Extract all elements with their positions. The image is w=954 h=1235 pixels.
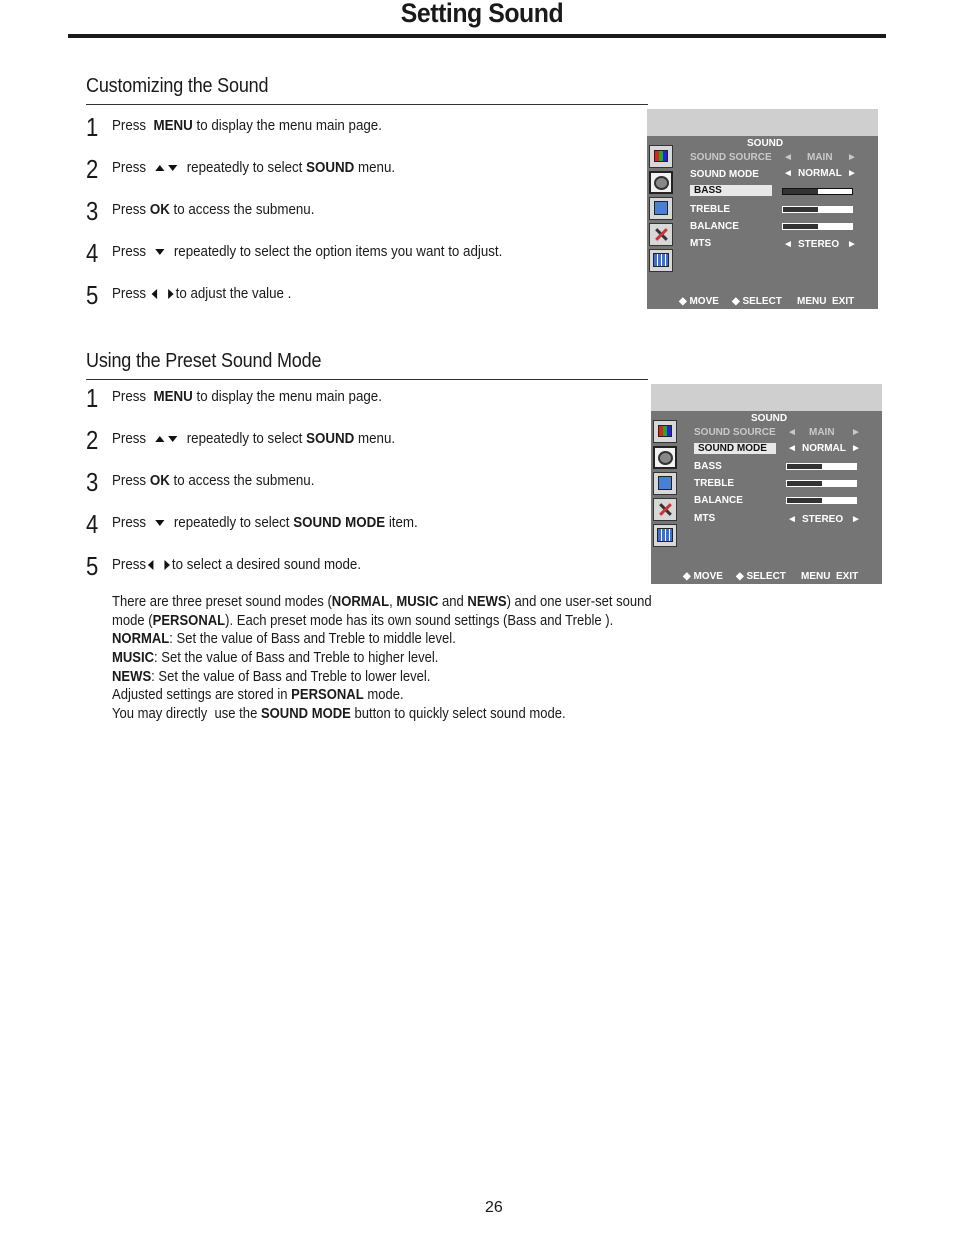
step-text: Press repeatedly to select SOUND menu. bbox=[112, 160, 396, 176]
step-number: 4 bbox=[86, 238, 99, 268]
osd-value-left-icon: ◄ bbox=[783, 168, 793, 179]
down-arrow-icon bbox=[155, 520, 164, 526]
note-line: You may directly use the SOUND MODE button to quickly select sound mode. bbox=[112, 706, 566, 722]
step-text: Press OK to access the submenu. bbox=[112, 473, 315, 489]
osd-item-mts: MTS bbox=[690, 238, 712, 249]
section-divider bbox=[86, 104, 648, 105]
page-number: 26 bbox=[485, 1199, 503, 1216]
osd-item-sound-source: SOUND SOURCE bbox=[690, 152, 772, 163]
osd-footer-exit: MENU EXIT bbox=[801, 571, 859, 582]
down-arrow-icon bbox=[168, 436, 177, 442]
note-line: NORMAL: Set the value of Bass and Treble to middle level. bbox=[112, 631, 456, 647]
right-arrow-icon bbox=[165, 560, 171, 570]
tools-icon bbox=[649, 223, 673, 246]
osd-value-left-icon: ◄ bbox=[783, 239, 793, 250]
step-text: Press repeatedly to select SOUND MODE item. bbox=[112, 515, 418, 531]
osd-value-main: MAIN bbox=[807, 152, 833, 163]
step-text: Press OK to access the submenu. bbox=[112, 202, 315, 218]
note-line: Adjusted settings are stored in PERSONAL mode. bbox=[112, 687, 404, 703]
osd-treble-bar bbox=[782, 206, 853, 213]
note-line: There are three preset sound modes (NORMAL, MUSIC and NEWS) and one user-set sound bbox=[112, 594, 652, 610]
osd-value-left-icon: ◄ bbox=[787, 443, 797, 454]
step-number: 4 bbox=[86, 509, 99, 539]
osd-footer-move: ◆ MOVE bbox=[679, 296, 719, 307]
step-text: Press repeatedly to select the option items you want to adjust. bbox=[112, 244, 503, 260]
tools-icon bbox=[653, 498, 677, 521]
osd-item-bass: BASS bbox=[690, 185, 772, 196]
osd-bass-bar bbox=[786, 463, 857, 470]
osd-balance-bar bbox=[782, 223, 853, 230]
note-line: mode (PERSONAL). Each preset mode has its own sound settings (Bass and Treble ). bbox=[112, 613, 614, 629]
osd-value-right-icon: ► bbox=[851, 514, 861, 525]
sound-mode-menu-screenshot bbox=[651, 384, 882, 584]
timer-icon bbox=[649, 197, 673, 220]
osd-value-stereo: STEREO bbox=[802, 514, 844, 525]
right-arrow-icon bbox=[168, 289, 174, 299]
speaker-icon bbox=[649, 171, 673, 194]
grid-icon bbox=[653, 524, 677, 547]
up-arrow-icon bbox=[155, 165, 164, 171]
osd-item-treble: TREBLE bbox=[690, 204, 730, 215]
osd-header-bar bbox=[651, 384, 882, 411]
osd-value-normal: NORMAL bbox=[802, 443, 846, 454]
osd-footer-select: ◆ SELECT bbox=[732, 296, 782, 307]
left-arrow-icon bbox=[148, 560, 154, 570]
osd-footer-select: ◆ SELECT bbox=[736, 571, 786, 582]
speaker-icon bbox=[653, 446, 677, 469]
osd-value-right-icon: ► bbox=[847, 152, 857, 163]
step-number: 5 bbox=[86, 280, 99, 310]
timer-icon bbox=[653, 472, 677, 495]
osd-value-left-icon: ◄ bbox=[787, 514, 797, 525]
osd-value-right-icon: ► bbox=[851, 427, 861, 438]
osd-value-right-icon: ► bbox=[847, 239, 857, 250]
step-number: 5 bbox=[86, 551, 99, 581]
picture-icon bbox=[649, 145, 673, 168]
osd-item-sound-mode: SOUND MODE bbox=[690, 169, 759, 180]
osd-icon-column bbox=[653, 420, 679, 550]
step-text: Press MENU to display the menu main page. bbox=[112, 118, 382, 134]
osd-value-left-icon: ◄ bbox=[787, 427, 797, 438]
osd-item-treble: TREBLE bbox=[694, 478, 734, 489]
osd-bar-fill bbox=[783, 189, 818, 194]
note-line: MUSIC: Set the value of Bass and Treble to higher level. bbox=[112, 650, 439, 666]
left-arrow-icon bbox=[152, 289, 158, 299]
osd-value-right-icon: ► bbox=[847, 168, 857, 179]
osd-bar-fill bbox=[787, 464, 822, 469]
osd-header-bar bbox=[647, 109, 878, 136]
osd-treble-bar bbox=[786, 480, 857, 487]
osd-bar-fill bbox=[787, 498, 822, 503]
osd-footer-exit: MENU EXIT bbox=[797, 296, 855, 307]
step-number: 3 bbox=[86, 467, 99, 497]
osd-bass-bar bbox=[782, 188, 853, 195]
step-text: Press repeatedly to select SOUND menu. bbox=[112, 431, 396, 447]
down-arrow-icon bbox=[155, 249, 164, 255]
section-heading-customizing: Customizing the Sound bbox=[86, 75, 269, 97]
step-number: 2 bbox=[86, 425, 99, 455]
note-line: NEWS: Set the value of Bass and Treble to lower level. bbox=[112, 669, 431, 685]
page-title: Setting Sound bbox=[400, 0, 564, 28]
osd-bar-fill bbox=[783, 207, 818, 212]
osd-value-main: MAIN bbox=[809, 427, 835, 438]
osd-item-mts: MTS bbox=[694, 513, 716, 524]
step-number: 1 bbox=[86, 383, 99, 413]
osd-item-sound-source: SOUND SOURCE bbox=[694, 427, 776, 438]
osd-value-left-icon: ◄ bbox=[783, 152, 793, 163]
sound-menu-screenshot bbox=[647, 109, 878, 309]
step-number: 1 bbox=[86, 112, 99, 142]
osd-item-balance: BALANCE bbox=[694, 495, 743, 506]
osd-footer-move: ◆ MOVE bbox=[683, 571, 723, 582]
step-number: 2 bbox=[86, 154, 99, 184]
down-arrow-icon bbox=[168, 165, 177, 171]
section-heading-preset: Using the Preset Sound Mode bbox=[86, 350, 322, 372]
osd-balance-bar bbox=[786, 497, 857, 504]
osd-bar-fill bbox=[783, 224, 818, 229]
title-divider bbox=[68, 34, 886, 38]
section-divider bbox=[86, 379, 648, 380]
osd-value-stereo: STEREO bbox=[798, 239, 840, 250]
step-text: Press MENU to display the menu main page. bbox=[112, 389, 382, 405]
grid-icon bbox=[649, 249, 673, 272]
step-text: Press to select a desired sound mode. bbox=[112, 557, 362, 573]
osd-title: SOUND bbox=[751, 413, 788, 424]
step-text: Press to adjust the value . bbox=[112, 286, 292, 302]
osd-item-bass: BASS bbox=[694, 461, 722, 472]
osd-title: SOUND bbox=[747, 138, 784, 149]
picture-icon bbox=[653, 420, 677, 443]
osd-bar-fill bbox=[787, 481, 822, 486]
osd-value-normal: NORMAL bbox=[798, 168, 842, 179]
up-arrow-icon bbox=[155, 436, 164, 442]
osd-item-sound-mode: SOUND MODE bbox=[694, 443, 776, 454]
step-number: 3 bbox=[86, 196, 99, 226]
osd-icon-column bbox=[649, 145, 675, 275]
osd-item-balance: BALANCE bbox=[690, 221, 739, 232]
osd-value-right-icon: ► bbox=[851, 443, 861, 454]
